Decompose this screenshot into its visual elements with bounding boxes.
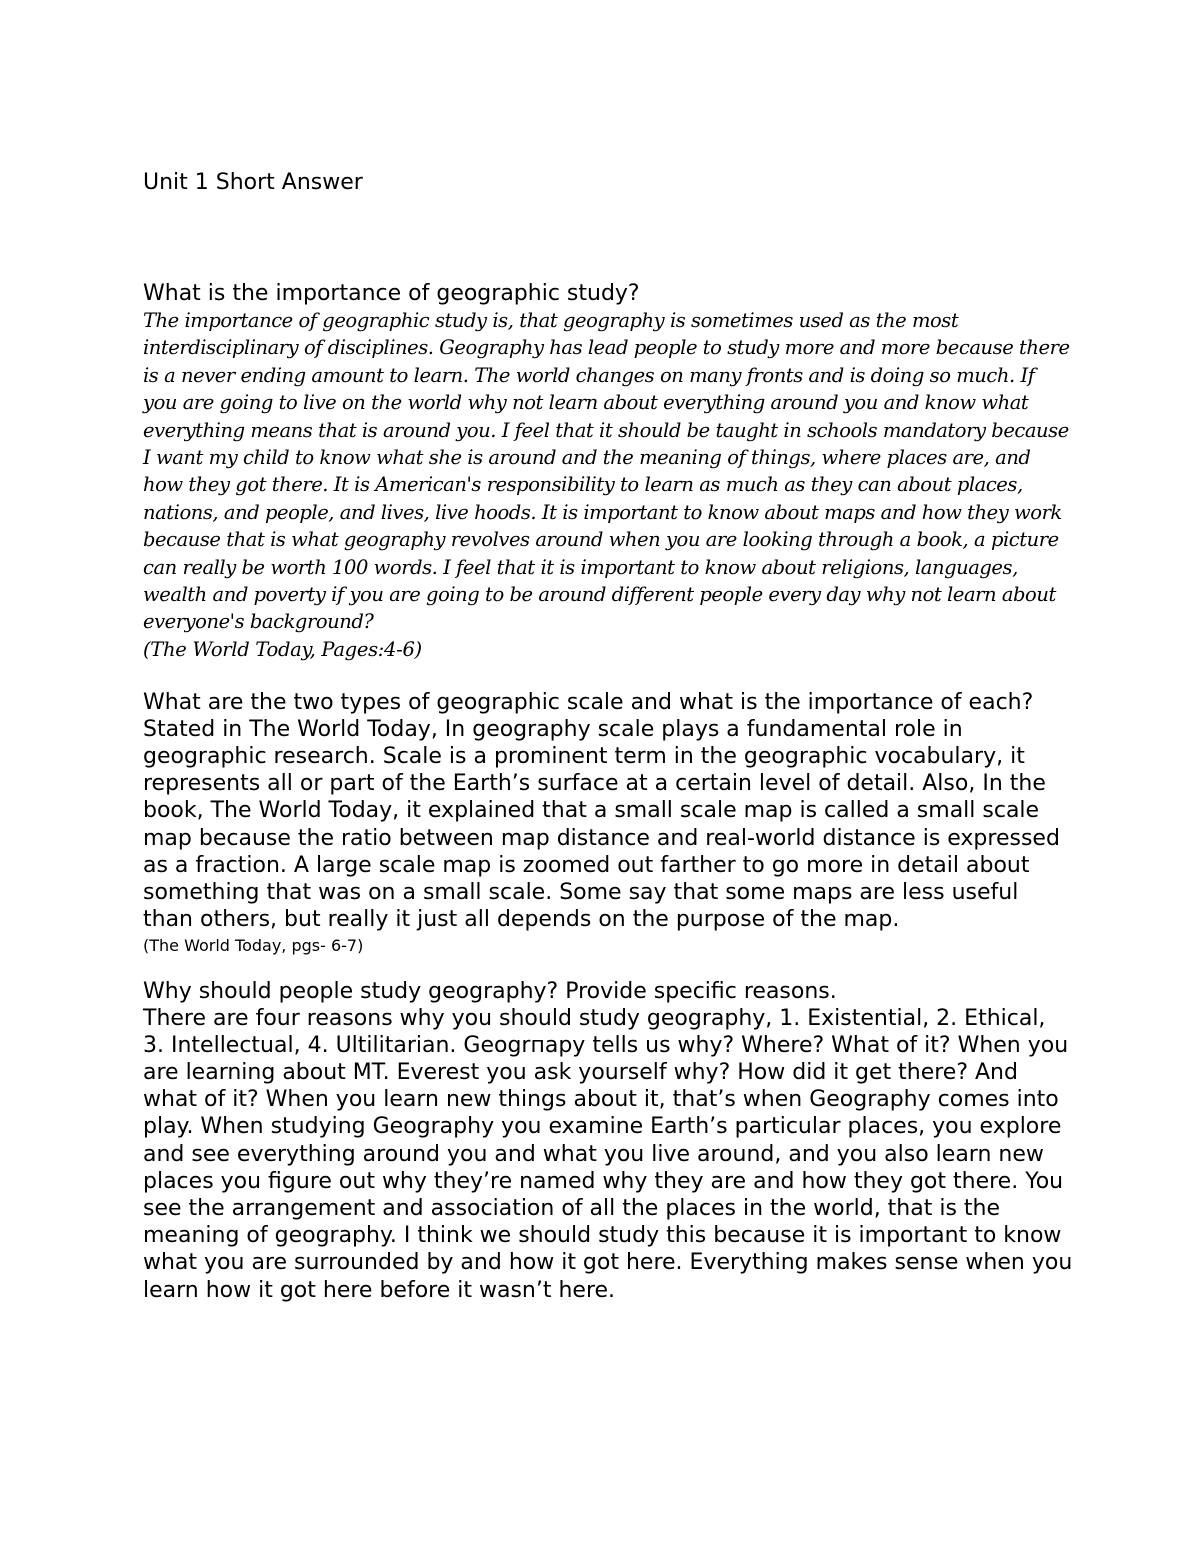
document-title: Unit 1 Short Answer xyxy=(143,170,363,195)
citation-1: (The World Today, Pages:4-6) xyxy=(143,637,422,661)
question-3: Why should people study geography? Provide specific reasons. xyxy=(143,978,837,1004)
question-2: What are the two types of geographic scale and what is the importance of each? xyxy=(143,689,1034,715)
answer-3: There are four reasons why you should study geography, 1. Existential, 2. Ethical, 3. Intellectual, 4. Ultilitarian. Geogrпapy tells us why? Where? What of it? When you are learning about MT. Everest you ask yourself why? How did it get there? And what of it? When you learn new things about it, that’s when Geography comes into play. When studying Geography you examine Earth’s particular places, you explore and see everything around you and what you live around, and you also learn new places you figure out why they’re named why they are and how they got there. You see the arrangement and association of all the places in the world, that is the meaning of geography. I think we should study this because it is important to know what you are surrounded by and how it got here. Everything makes sense when you learn how it got here before it wasn’t here. xyxy=(143,1005,1073,1303)
citation-2: (The World Today, pgs- 6-7) xyxy=(143,935,364,955)
document-page xyxy=(143,168,1073,1304)
answer-1: The importance of geographic study is, that geography is sometimes used as the most interdisciplinary of disciplines. Geography has lead people to study more and more because there is a never ending amount to learn. The world changes on many fronts and is doing so much. If you are going to live on the world why not learn about everything around you and know what everything means that is around you. I feel that it should be taught in schools mandatory because I want my child to know what she is around and the meaning of things, where places are, and how they got there. It is American's responsibility to learn as much as they can about places, nations, and people, and lives, live hoods. It is important to know about maps and how they work because that is what geography revolves around when you are looking through a book, a picture can really be worth 100 words. I feel that it is important to know about religions, languages, wealth and poverty if you are going to be around different people every day why not learn about everyone's background? xyxy=(143,309,1070,634)
answer-2: Stated in The World Today, In geography scale plays a fundamental role in geographic research. Scale is a prominent term in the geographic vocabulary, it represents all or part of the Earth’s surface at a certain level of detail. Also, In the book, The World Today, it explained that a small scale map is called a small scale map because the ratio between map distance and real-world distance is expressed as a fraction. A large scale map is zoomed out farther to go more in detail about something that was on a small scale. Some say that some maps are less useful than others, but really it just all depends on the purpose of the map. xyxy=(143,716,1060,933)
question-1: What is the importance of geographic study? xyxy=(143,281,640,306)
